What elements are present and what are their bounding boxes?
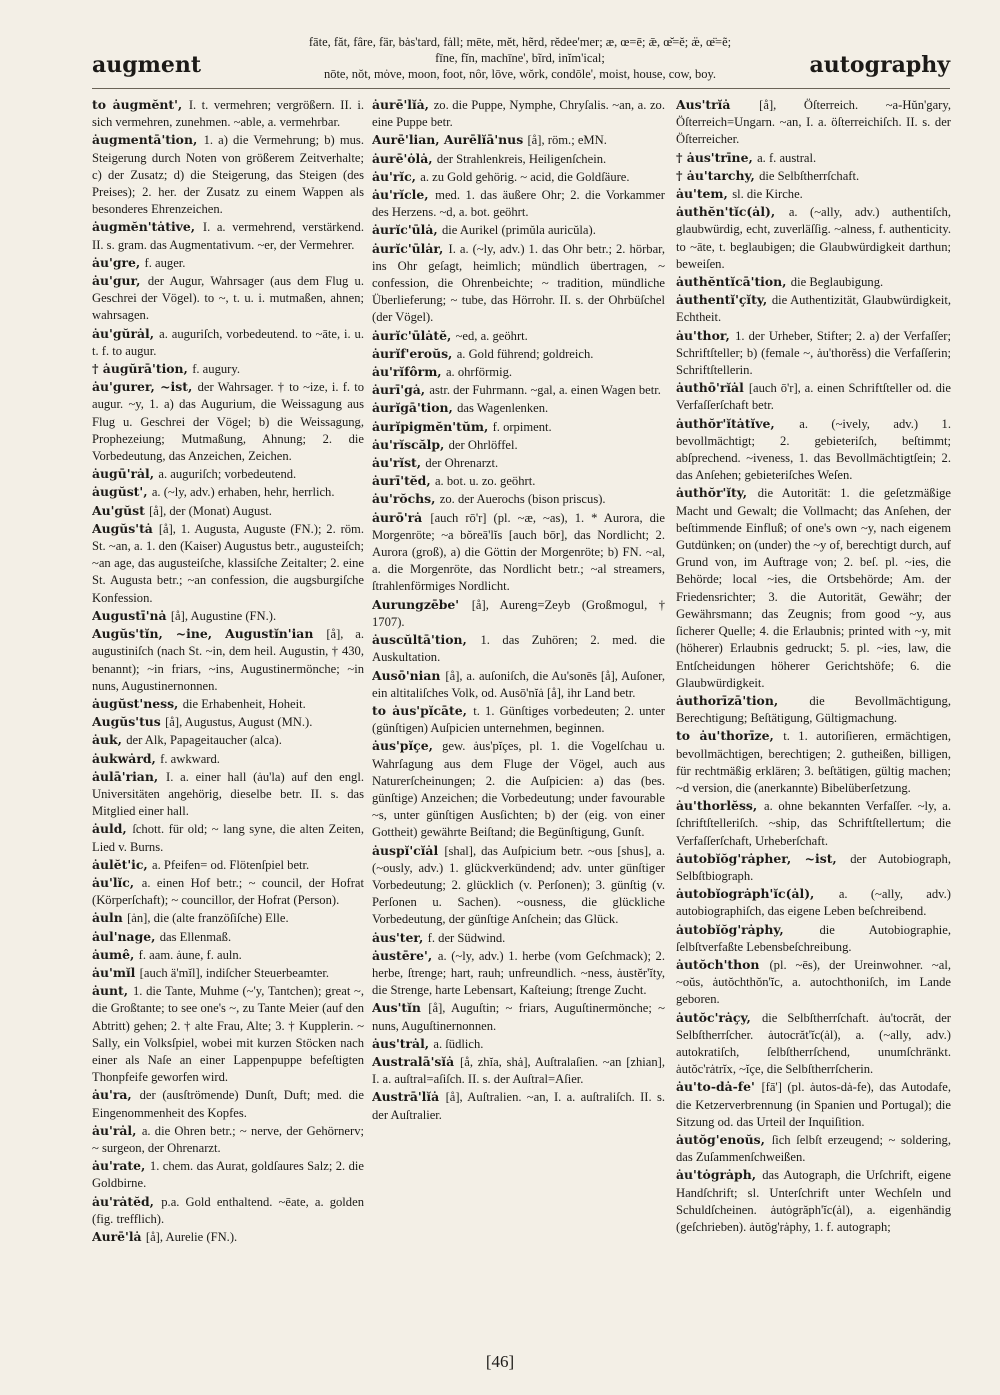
entry-definition: astr. der Fuhrmann. ~gal, a. einen Wagen betr.	[429, 383, 661, 398]
entry-headword: Augŭs'tȧ	[92, 520, 159, 536]
entry-headword: ȧutŏch'thon	[676, 956, 770, 972]
entry-headword: Aus'tĭn	[372, 1000, 429, 1016]
entry-headword: ȧugŭst',	[92, 484, 152, 500]
dictionary-entry	[92, 520, 364, 607]
entry-definition: zo. die Puppe, Nymphe, Chryſalis. ~an, a. zo. eine Puppe betr.	[372, 98, 665, 130]
entry-definition: a. (~ally, adv.) autobiographiſch, das eigene Leben beſchreibend.	[676, 887, 951, 919]
dictionary-entry	[92, 928, 364, 946]
dictionary-entry	[676, 203, 951, 273]
entry-definition: f. aam. ȧune, f. auln.	[138, 947, 242, 962]
entry-headword: Ausō'nian	[372, 667, 446, 683]
entry-headword: to ȧugmĕnt',	[92, 97, 189, 112]
dictionary-entry	[92, 131, 364, 218]
entry-headword: ȧurī'gȧ,	[372, 382, 430, 398]
entry-definition: med. 1. das äußere Ohr; 2. die Vorkammer des Herzens. ~d, a. bot. geöhrt.	[372, 188, 665, 220]
entry-definition: das Wagenlenken.	[457, 401, 549, 416]
entry-headword: ȧurē'lĭȧ,	[372, 97, 434, 112]
entry-headword: ȧu'gurer, ~ist,	[92, 379, 198, 395]
entry-headword: ȧurĭpigmĕn'tŭm,	[372, 418, 493, 434]
dictionary-entry	[92, 768, 364, 821]
entry-definition: sl. die Kirche.	[732, 187, 803, 202]
dictionary-entry	[372, 1088, 665, 1123]
entry-definition: a. Gold führend; goldreich.	[456, 346, 594, 361]
dictionary-entry	[92, 218, 364, 253]
dictionary-entry	[676, 727, 951, 797]
entry-definition: [å, zhĭa, shȧ], Auſtralaſien. ~an [zhian], I. a. auſtral=aſiſch. II. s. der Auſtral=Aſier.	[372, 1054, 665, 1087]
dictionary-entry	[676, 1078, 951, 1131]
dictionary-entry	[372, 842, 665, 929]
dictionary-entry	[676, 956, 951, 1009]
entry-headword: ȧu'rȧl,	[92, 1122, 142, 1138]
entry-headword: ȧutŏg'enoŭs,	[676, 1131, 772, 1147]
dictionary-entry	[676, 1131, 951, 1166]
entry-headword: Austrā'lĭȧ	[372, 1089, 446, 1105]
entry-headword: Au'gŭst	[92, 502, 150, 518]
entry-definition: t. 1. Günſtiges vorbedeuten; 2. unter (günſtigen) Auſpicien unternehmen, beginnen.	[372, 703, 665, 736]
entry-definition: a. f. austral.	[757, 150, 817, 165]
dictionary-entry	[676, 415, 951, 485]
dictionary-entry	[372, 1053, 665, 1088]
entry-headword: Aus'trĭȧ	[676, 97, 760, 112]
entry-definition: 1. das Zuhören; 2. med. die Auskultation.	[372, 633, 665, 665]
entry-headword: ȧus'trȧl,	[372, 1035, 434, 1051]
running-head-right: autography	[809, 52, 950, 78]
entry-headword: ȧu'mĭl	[92, 964, 140, 980]
pronunciation-key-line: fāte, făt, fâre, fär, bȧs'tard, fȧll; mēte, mĕt, hẽrd, rĕdee'mer; æ, œ=ē; ǣ, œ̆=ĕ; æ̈, œ̈=ẽ;	[308, 35, 732, 49]
entry-headword: ȧu'thor,	[676, 327, 736, 343]
entry-headword: ȧumê,	[92, 946, 139, 962]
entry-definition: ſich ſelbſt erzeugend; ~ soldering, das Zuſammenſchweißen.	[676, 1132, 951, 1165]
entry-definition: a. die Ohren betr.; ~ nerve, der Gehörnerv; ~ surgeon, der Ohrenarzt.	[92, 1123, 364, 1155]
entry-headword: to ȧus'pĭcāte,	[372, 702, 474, 718]
dictionary-entry	[676, 1166, 951, 1236]
entry-definition: [shal], das Auſpicium betr. ~ous [shus], a. (~ously, adv.) 1. glückverkündend; adv. unter günſtiger Vorbedeutung; 2. glücklich (v. Perſonen); 3. günſtig (v. Perſonen u. Sachen). ~ousness, die glückliche Vorbedeutung, der günſtige Anſchein; das Glück.	[372, 843, 665, 927]
dictionary-entry	[372, 168, 665, 186]
entry-headword: ȧurō'rȧ	[372, 509, 431, 525]
dictionary-entry	[372, 186, 665, 221]
entry-headword: Aurē'lȧ	[92, 1229, 146, 1244]
entry-definition: [å], Öſterreich. ~a-Hŭn'gary, Öſterreich=Ungarn. ~an, I. a. öſterreichiſch. II. s. der Öſterreicher.	[676, 98, 951, 147]
dictionary-entry	[92, 946, 364, 964]
entry-definition: [auch rō'r] (pl. ~æ, ~as), 1. * Aurora, die Morgenröte; ~a bŏreā'lĭs [auch bōr], das Nordlicht; 2. Aurora (groß), a) die Göttin der Morgenröte; b) FN. ~al, a. die Morgenröte, das Nordlicht betr.; ~al streamers, ſtrahlenförmiges Nordlicht.	[372, 510, 665, 594]
entry-headword: ȧu'rĭcle,	[372, 187, 436, 203]
entry-definition: a. bot. u. zo. geöhrt.	[434, 474, 536, 489]
entry-definition: der (ausſtrömende) Dunſt, Duft; med. die Eingenommenheit des Kopfes.	[92, 1088, 364, 1120]
entry-definition: zo. der Auerochs (bison priscus).	[439, 492, 606, 507]
dictionary-entry	[676, 379, 951, 414]
dictionary-entry	[92, 909, 364, 927]
entry-definition: der Autobiograph, Selbſtbiograph.	[676, 851, 951, 883]
dictionary-entry	[92, 1193, 364, 1228]
entry-headword: ȧuthorīzā'tion,	[676, 692, 810, 708]
entry-headword: ȧuscŭltā'tion,	[372, 632, 481, 648]
dictionary-entry	[676, 1009, 951, 1079]
entry-definition: 1. a) die Vermehrung; b) mus. Steigerung durch Noten von größerem Zeitverhalte; c) der Zusatz; d) die Steigerung, das Steigen (des Preises); 2. her. der Zusatz zu einem Wappen als besonderes Ehrenzeichen.	[92, 133, 364, 217]
dictionary-entry	[92, 378, 364, 465]
entry-definition: a. Pfeifen= od. Flötenſpiel betr.	[152, 857, 310, 872]
dictionary-entry	[372, 999, 665, 1034]
entry-definition: a. zu Gold gehörig. ~ acid, die Goldſäure.	[420, 169, 630, 184]
entry-headword: ȧu'ra,	[92, 1087, 140, 1103]
dictionary-entry	[92, 964, 364, 982]
dictionary-entry	[372, 596, 665, 631]
entry-headword: to ȧu'thorīze,	[676, 728, 784, 744]
entry-headword: ȧuld,	[92, 821, 133, 837]
entry-definition: der Ohrenarzt.	[425, 456, 499, 471]
entry-definition: der Strahlenkreis, Heiligenſchein.	[436, 151, 607, 166]
dictionary-entry	[92, 465, 364, 483]
dictionary-entry	[372, 327, 665, 345]
entry-definition: die Erhabenheit, Hoheit.	[182, 696, 306, 711]
entry-headword: Augŭs'tĭn, ~ine, Augustĭn'ian	[92, 626, 327, 642]
dictionary-entry	[372, 436, 665, 454]
entry-definition: 1. der Urheber, Stifter; 2. a) der Verfaſſer; Schriftſteller; b) (female ~, ȧu'thorĕss) die Verfaſſerin; Schriftſtellerin.	[676, 328, 951, 378]
entry-definition: die Aurikel (primŭla auricŭla).	[441, 223, 596, 238]
dictionary-entry	[92, 1228, 364, 1246]
dictionary-entry	[372, 667, 665, 702]
entry-headword: ȧul'nage,	[92, 928, 160, 944]
dictionary-entry	[92, 96, 364, 131]
entry-headword: ȧurĭc'ūlȧr,	[372, 240, 449, 256]
dictionary-entry	[92, 820, 364, 855]
entry-headword: ȧu'rĭc,	[372, 168, 421, 184]
dictionary-entry	[92, 325, 364, 360]
entry-headword: ȧurĭc'ūlȧtĕ,	[372, 327, 456, 343]
entry-definition: a. ohrförmig.	[445, 365, 513, 380]
dictionary-entry	[92, 1122, 364, 1157]
column-right	[676, 96, 951, 1341]
dictionary-entry	[92, 360, 364, 378]
entry-definition: [å], Auguſtin; ~ friars, Auguſtinermönche; ~ nuns, Auguſtinernonnen.	[372, 1001, 665, 1033]
pronunciation-key-line: fīne, fĭn, machīne', bĩrd, inĭm'ical;	[435, 51, 605, 65]
entry-definition: der Alk, Papageitaucher (alca).	[126, 733, 282, 748]
entry-headword: ȧu'rȧtĕd,	[92, 1193, 162, 1209]
entry-headword: ȧu'thorlĕss,	[676, 798, 764, 814]
entry-headword: ȧurĭf'eroŭs,	[372, 345, 457, 361]
entry-definition: f. auger.	[144, 255, 186, 270]
dictionary-entry	[92, 607, 364, 625]
entry-definition: 1. chem. das Aurat, goldſaures Salz; 2. die Goldbirne.	[92, 1159, 364, 1191]
entry-headword: ȧutŏc'rȧçy,	[676, 1009, 762, 1025]
dictionary-entry	[676, 692, 951, 727]
entry-definition: das Ellenmaß.	[159, 929, 232, 944]
entry-definition: 1. die Tante, Muhme (~'y, Tantchen); great ~, die Großtante; to see one's ~, zu Tante Meier (auf den Abtritt) gehen; 2. † alte Frau, Alte; 3. † Kupplerin. ~ Sally, ein Volksſpiel, wobei mit kurzen Stöcken nach einer als Naſe an einer Lappenpuppe befeſtigten Thonpfeife geworfen wird.	[92, 984, 364, 1085]
entry-definition: [å], Auſtralien. ~an, I. a. auſtraliſch. II. s. der Auſtralier.	[372, 1090, 665, 1122]
dictionary-entry	[372, 345, 665, 363]
dictionary-entry	[372, 702, 665, 737]
entry-headword: ȧuthĕntĭcā'tion,	[676, 274, 791, 290]
entry-definition: gew. ȧus'pĭçes, pl. 1. die Vogelſchau u. Wahrſagung aus dem Fluge der Vögel, auch aus Naturerſcheinungen; 2. die Auſpicien: a) das (bes. günſtige) Anzeichen; die Vorbedeutung; under favourable ~s, unter günſtigen Ausſichten; b) der (eig. von einer Gottheit) gewährte Beiſtand; die Begünſtigung, Gunſt.	[372, 739, 665, 840]
dictionary-entry	[92, 1086, 364, 1121]
dictionary-entry	[372, 381, 665, 399]
dictionary-entry	[676, 167, 951, 185]
dictionary-entry	[676, 149, 951, 167]
entry-definition: die Selbſtherrſchaft.	[759, 168, 860, 183]
entry-headword: ȧurē'ȯlȧ,	[372, 150, 437, 166]
entry-headword: ȧu'rĭfôrm,	[372, 364, 446, 380]
entry-definition: a. auguriſch; vorbedeutend.	[158, 467, 297, 482]
dictionary-entry	[92, 254, 364, 272]
entry-headword: ȧuthŏr'ĭty,	[676, 485, 758, 501]
entry-definition: a. ſüdlich.	[433, 1036, 484, 1051]
entry-headword: ȧu'rate,	[92, 1158, 150, 1174]
dictionary-entry	[92, 695, 364, 713]
entry-definition: die Bevollmächtigung, Berechtigung; Beſtätigung, Gültigmachung.	[676, 693, 951, 726]
entry-definition: a. (~ly, adv.) erhaben, hehr, herrlich.	[151, 485, 335, 500]
entry-definition: [å], Aureng=Zeyb (Großmogul, † 1707).	[372, 597, 665, 629]
page-number: [46]	[485, 1352, 515, 1371]
pronunciation-key	[240, 34, 800, 82]
dictionary-entry	[92, 483, 364, 501]
entry-headword: ȧutobĭogrȧph'ĭc(ȧl),	[676, 886, 839, 902]
dictionary-entry	[372, 240, 665, 327]
dictionary-entry	[372, 418, 665, 436]
entry-definition: I. a. (~ly, adv.) 1. das Ohr betr.; 2. hörbar, ins Ohr geſagt, heimlich; mündlich übertragen, ~ confession, die Ohrenbeichte; ~ tradition, mündliche Überlieferung; ~ tube, das Hörrohr. II. s. der Ohrbüſchel (der Vögel).	[372, 241, 665, 325]
dictionary-entry	[92, 502, 364, 520]
entry-definition: die Autorität: 1. die geſetzmäßige Macht und Gewalt; die Vollmacht; das Anſehen, der beſtimmende Einfluß; of one's own ~y, nach eigenem Gutdünken; on (under) the ~y of, berechtigt durch, auf Grund von, im Auftrage von; 2. beſ. pl. ~ies, die Behörde; local ~ies, die Ortsbehörde; Am. der Friedensrichter; 3. die Autorität, Gewähr; der Gewährsmann; das Zeugnis; from good ~y, aus ſicherer Quelle; 4. die Erlaubnis; printed with ~y, mit (höherer) Erlaubnis gedruckt; 5. pl. ~ies, law, die Entſcheidungen höherer Gerichtshöfe; 6. die Glaubwürdigkeit.	[676, 486, 951, 690]
entry-definition: der Ohrlöffel.	[448, 437, 518, 452]
entry-definition: der Augur, Wahrsager (aus dem Flug u. Geschrei der Vögel). to ~, t. u. i. mutmaßen, ahnen; wahrsagen.	[92, 274, 364, 323]
entry-headword: ȧu'gŭrȧl,	[92, 325, 160, 341]
entry-definition: a. auguriſch, vorbedeutend. to ~āte, i. u. t. f. to augur.	[92, 326, 364, 358]
dictionary-entry	[372, 399, 665, 417]
entry-headword: ȧurĭc'ūlȧ,	[372, 222, 442, 238]
entry-definition: [å], a. augustiniſch (nach St. ~in, dem heil. Augustin, † 430, benannt); ~in friars, ~ins, Augustinermönche; ~in nuns, Augustinernonnen.	[92, 627, 364, 693]
entry-definition: a. einen Hof betr.; ~ council, der Hofrat (Körperſchaft); ~ councillor, der Hofrat (Person).	[92, 875, 364, 908]
dictionary-entry	[676, 327, 951, 380]
entry-headword: ȧurī'tĕd,	[372, 473, 435, 489]
entry-definition: f. der Südwind.	[427, 930, 506, 945]
header-rule	[92, 88, 950, 89]
entry-definition: a. (~ally, adv.) authentiſch, glaubwürdig, echt, zuverläſſig. ~alness, f. authenticity. to ~āte, t. beglaubigen; die Glaubwürdigkeit darthun; beweiſen.	[676, 205, 951, 271]
entry-definition: [å], röm.; eMN.	[527, 133, 607, 148]
entry-definition: f. orpiment.	[492, 419, 552, 434]
entry-headword: ȧuthō'rĭȧl	[676, 380, 749, 396]
entry-headword: ȧunt,	[92, 983, 133, 999]
entry-headword: ȧuspĭ'cĭȧl	[372, 842, 445, 858]
column-middle	[372, 96, 665, 1341]
entry-headword: ȧus'pĭçe,	[372, 738, 443, 754]
entry-definition: t. 1. autoriſieren, ermächtigen, bevollmächtigen, berechtigen; 2. gutheißen, billigen, für rechtmäßig erklären; 3. beſtätigen, gültig machen; ~d version, die (anerkannte) Bibelüberſetzung.	[676, 729, 951, 795]
entry-definition: a. (~ly, adv.) 1. herbe (vom Geſchmack); 2. herbe, ſtrenge; hart, rauh; unfreundlich. ~ness, ȧustĕr'ĭty, die Strenge, harte Lebensart, Kaſteiung; ſtrenge Zucht.	[372, 948, 665, 998]
entry-definition: [å], a. auſoniſch, die Au'sonēs [å], Auſoner, ein altitaliſches Volk, od. Ausō'nĭȧ [å], ihr Land betr.	[372, 668, 665, 700]
entry-headword: ȧugŭst'ness,	[92, 695, 183, 711]
entry-definition: f. awkward.	[160, 751, 220, 766]
entry-headword: Australā'sĭȧ	[372, 1053, 461, 1069]
entry-headword: † ȧugŭrā'tion,	[92, 361, 193, 377]
entry-headword: ȧugmĕn'tȧtive,	[92, 219, 203, 235]
entry-definition: a. (~ively, adv.) 1. bevollmächtigt; 2. gebieteriſch, beſtimmt; abſprechend. ~iveness, 1. das Bevollmächtigtſein; 2. das Anſehen; gebieteriſches Weſen.	[676, 416, 951, 483]
dictionary-entry	[92, 272, 364, 325]
entry-headword: Aurungzēbe'	[372, 596, 472, 612]
dictionary-entry	[372, 221, 665, 239]
dictionary-entry	[676, 885, 951, 920]
dictionary-entry	[92, 750, 364, 768]
entry-definition: [auch ō'r], a. einen Schriftſteller od. die Verfaſſerſchaft betr.	[676, 381, 951, 413]
dictionary-entry	[372, 631, 665, 666]
entry-definition: [å], Augustus, August (MN.).	[165, 715, 313, 730]
entry-headword: ȧu'gur,	[92, 273, 148, 289]
dictionary-entry	[372, 131, 665, 149]
entry-definition: der Wahrsager. † to ~ize, i. f. to augur. ~y, 1. a) das Augurium, die Weissagung aus Flug u. Geschrei der Vögel; b) die Weissagung, Prophezeiung; Mutmaßung, Ahnung; 2. die Vorbedeutung, das Anzeichen, Zeichen.	[92, 380, 364, 464]
dictionary-entry	[92, 713, 364, 731]
entry-headword: Augustī'nȧ	[92, 607, 171, 623]
entry-definition: a. ohne bekannten Verfaſſer. ~ly, a. ſchriftſtelleriſch. ~ship, das Schriftſtellertum; die Verfaſſerſchaft, Urheberſchaft.	[676, 799, 951, 848]
entry-headword: ȧutobĭŏg'rȧphy,	[676, 921, 820, 937]
dictionary-entry	[676, 273, 951, 291]
dictionary-entry	[372, 96, 665, 131]
entry-headword: ȧuthĕn'tĭc(ȧl),	[676, 204, 789, 220]
entry-definition: [ȧn], die (alte franzöſiſche) Elle.	[127, 911, 289, 926]
dictionary-entry	[372, 150, 665, 168]
column-left	[92, 96, 364, 1341]
entry-headword: ȧuk,	[92, 732, 127, 748]
entry-headword: ȧu'tem,	[676, 186, 733, 202]
entry-headword: ȧulĕt'ic,	[92, 856, 153, 872]
entry-definition: I. a. vermehrend, verstärkend. II. s. gram. das Augmentativum. ~er, der Vermehrer.	[92, 220, 364, 252]
dictionary-entry	[676, 850, 951, 885]
entry-headword: ȧu'rŏchs,	[372, 491, 440, 507]
dictionary-entry	[92, 856, 364, 874]
entry-headword: ȧutobĭŏg'rȧpher, ~ist,	[676, 850, 851, 866]
entry-headword: ȧu'rĭst,	[372, 455, 426, 471]
entry-definition: [å], der (Monat) August.	[149, 503, 272, 518]
entry-definition: die Selbſtherrſchaft. ȧu'tocrăt, der Selbſtherrſcher. ȧutocrăt'ĭc(ȧl), a. (~ally, adv.) autokratiſch, ſelbſtherrſchend, unumſchränkt. ȧutŏc'rȧtrĭx, ~ĭçe, die Selbſtherrſcherin.	[676, 1010, 951, 1077]
entry-definition: [å], Aurelie (FN.).	[145, 1230, 238, 1244]
dictionary-entry	[372, 454, 665, 472]
entry-definition: [å], Augustine (FN.).	[170, 608, 277, 623]
dictionary-entry	[372, 509, 665, 596]
dictionary-entry	[92, 874, 364, 909]
entry-headword: ȧukwȧrd,	[92, 750, 161, 766]
entry-definition: I. t. vermehren; vergrößern. II. i. sich vermehren, zunehmen. ~able, a. vermehrbar.	[92, 98, 364, 130]
entry-headword: ȧugū'rȧl,	[92, 466, 159, 482]
entry-definition: ~ed, a. geöhrt.	[455, 328, 528, 343]
entry-headword: ȧuthŏr'ĭtȧtĭve,	[676, 415, 800, 431]
entry-headword: Augŭs'tus	[92, 714, 166, 730]
dictionary-entry	[676, 484, 951, 691]
entry-definition: die Autobiographie, ſelbſtverfaßte Lebensbeſchreibung.	[676, 922, 951, 954]
entry-headword: ȧulā'rian,	[92, 768, 167, 784]
entry-headword: ȧuthentĭ'çĭty,	[676, 292, 772, 308]
dictionary-entry	[372, 1035, 665, 1053]
entry-headword: † ȧus'trīne,	[676, 149, 758, 165]
dictionary-entry	[676, 921, 951, 956]
dictionary-entry	[372, 472, 665, 490]
entry-headword: ȧugmentā'tion,	[92, 132, 204, 148]
dictionary-entry	[676, 291, 951, 326]
dictionary-entry	[372, 947, 665, 1000]
entry-headword: ȧu'gre,	[92, 254, 145, 270]
dictionary-entry	[372, 929, 665, 947]
dictionary-entry	[92, 982, 364, 1086]
dictionary-entry	[372, 490, 665, 508]
entry-definition: das Autograph, die Urſchrift, eigene Handſchrift; sl. Unterſchrift unter Wechſeln und Schuldſcheinen. ȧutȯgrăph'ĭc(ȧl), a. eigenhändig (geſchrieben). ȧutŏg'rȧphy, 1. f. autograph;	[676, 1168, 951, 1234]
entry-headword: ȧu'to-dȧ-fe'	[676, 1079, 762, 1095]
entry-headword: ȧu'lĭc,	[92, 874, 142, 890]
dictionary-entry	[676, 797, 951, 850]
entry-definition: [auch ä'mĭl], indiſcher Steuerbeamter.	[139, 965, 330, 980]
dictionary-entry	[92, 1157, 364, 1192]
dictionary-entry	[372, 737, 665, 841]
entry-headword: ȧustēre',	[372, 947, 438, 963]
entry-definition: [å], 1. Augusta, Auguste (FN.); 2. röm. St. ~an, a. 1. den (Kaiser) Augustus betr., augusteiſch; ~an age, das augusteiſche, klassiſche Zeitalter; 2. eine St. Augusta betr.; ~an confession, die augsburgiſche Konfession.	[92, 521, 364, 605]
entry-headword: ȧuln	[92, 910, 128, 926]
entry-headword: Aurē'lian, Aurēlĭā'nus	[372, 132, 528, 148]
running-head-left: augment	[92, 52, 202, 78]
entry-definition: (pl. ~ēs), der Ureinwohner. ~al, ~oŭs, ȧutŏchthŏn'ĭc, a. autochthoniſch, im Lande geboren.	[676, 957, 951, 1007]
entry-definition: f. augury.	[192, 362, 240, 377]
entry-definition: ſchott. für old; ~ lang syne, die alten Zeiten, Lied v. Burns.	[92, 822, 364, 854]
dictionary-entry	[92, 731, 364, 749]
entry-headword: ȧu'tȯgrȧph,	[676, 1167, 763, 1183]
dictionary-entry	[372, 363, 665, 381]
entry-headword: ȧus'ter,	[372, 929, 428, 945]
dictionary-entry	[676, 96, 951, 149]
pronunciation-key-line: nōte, nŏt, mȯve, moon, foot, nôr, lōve, wŏrk, condōle', moist, house, cow, boy.	[323, 67, 717, 81]
entry-definition: die Authentizität, Glaubwürdigkeit, Echtheit.	[676, 293, 951, 325]
entry-headword: ȧurĭgā'tion,	[372, 400, 458, 416]
entry-headword: † ȧu'tarchy,	[676, 167, 760, 183]
dictionary-entry	[92, 625, 364, 695]
dictionary-entry	[676, 185, 951, 203]
entry-definition: I. a. einer hall (ȧu'la) auf den engl. Universitäten angehörig, dieselbe betr. II. s. das Mitglied einer hall.	[92, 769, 364, 819]
entry-headword: ȧu'rĭscălp,	[372, 436, 449, 452]
entry-definition: die Beglaubigung.	[790, 275, 884, 290]
entry-definition: p.a. Gold enthaltend. ~ēate, a. golden (fig. trefflich).	[92, 1194, 364, 1226]
entry-definition: [fā'] (pl. ȧutos-dȧ-fe), das Autodafe, die Ketzerverbrennung (in Spanien und Portugal); die Sitzung od. das Urteil der Inquiſition.	[676, 1080, 951, 1129]
